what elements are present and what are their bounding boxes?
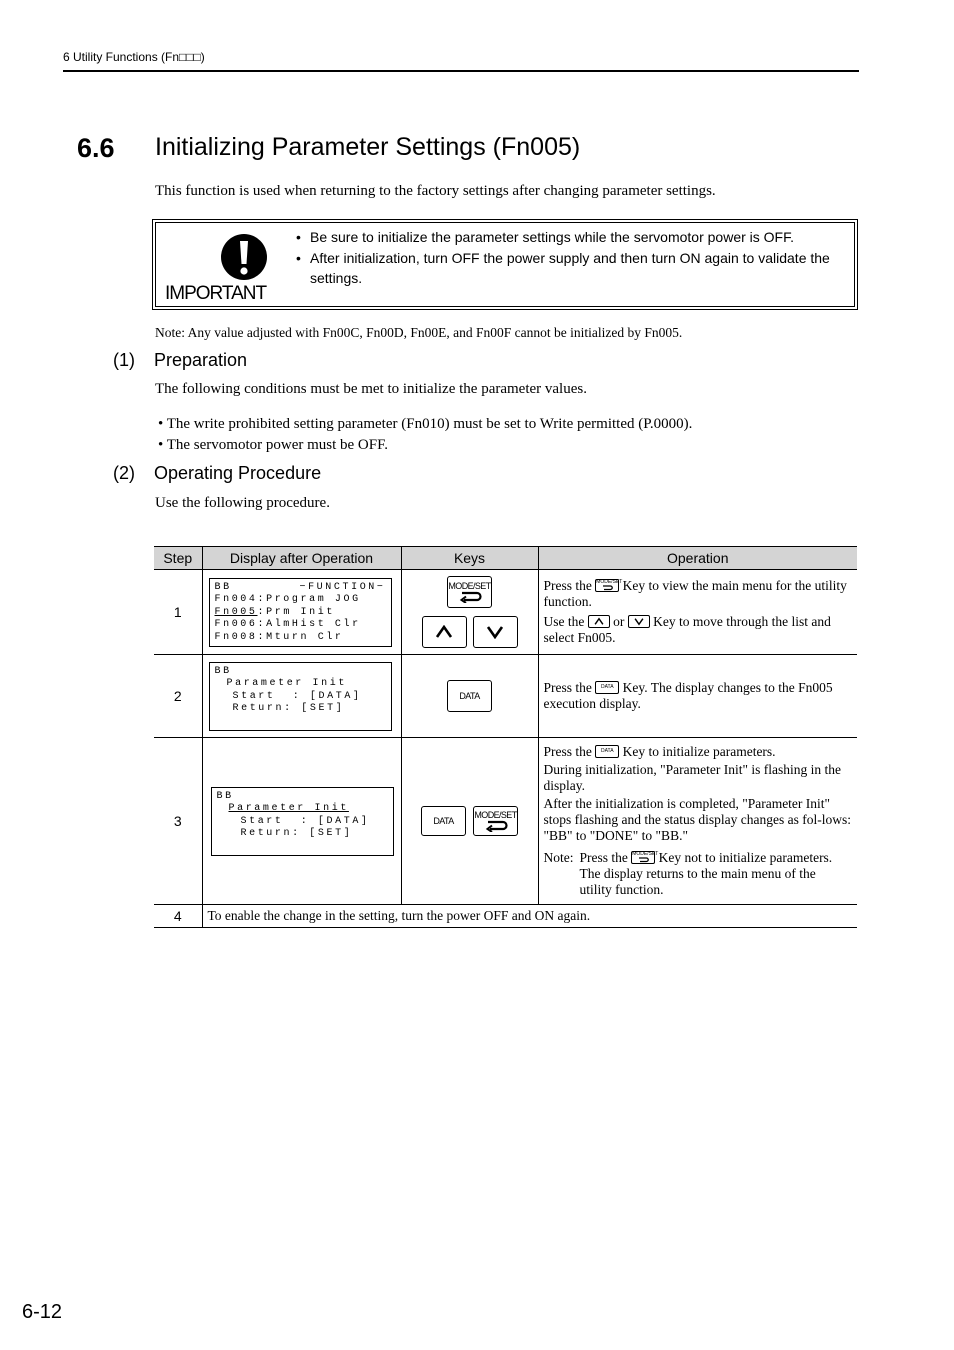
lcd-line: Fn004:Program JOG [214, 594, 361, 606]
chevron-down-icon [486, 625, 504, 639]
data-key-icon: DATA [595, 745, 619, 758]
data-key[interactable]: DATA [421, 806, 466, 836]
up-key-icon [588, 615, 610, 628]
important-bullet-text: Be sure to initialize the parameter settings while the servomotor power is OFF. [310, 229, 794, 245]
lcd-display [209, 662, 392, 731]
lcd-highlight: Fn005 [214, 606, 258, 618]
bullet-icon: • [296, 229, 301, 245]
bullet-icon: • [296, 250, 301, 266]
lcd-line: Fn008:Mturn Clr [214, 631, 344, 643]
section-title: Initializing Parameter Settings (Fn005) [155, 133, 581, 161]
mode-set-key[interactable]: MODE/SET [473, 806, 518, 836]
lcd-line: Fn006:AlmHist Clr [214, 619, 361, 631]
table-row [154, 738, 857, 905]
operation-text: Key. The display changes to the Fn005 execution display. [543, 680, 833, 711]
mode-set-key[interactable]: MODE/SET [447, 576, 492, 608]
lcd-line: Start : [DATA] [232, 690, 362, 702]
operation-text: Key to move through the list and select Fn005. [543, 614, 831, 645]
subsection-number: (2) [113, 463, 135, 483]
data-key-icon: DATA [595, 681, 619, 694]
lcd-display [211, 787, 394, 856]
lcd-line: BB [214, 581, 232, 593]
step-number: 4 [154, 905, 202, 928]
operation-text: After the initialization is completed, "Parameter Init" stops flashing and the status display changes as fol-lows: "BB" to "DONE" to "BB." [543, 796, 851, 843]
condition-item: • The write prohibited setting parameter (Fn010) must be set to Write permitted (P.0000). [158, 416, 693, 432]
lcd-line: Start : [DATA] [240, 815, 370, 827]
operation-text: Press the [543, 744, 592, 759]
up-key[interactable] [422, 616, 467, 648]
column-header-step: Step [154, 547, 202, 570]
table-row [154, 905, 857, 928]
operation-text: Key to view the main menu for the utility function. [543, 578, 847, 609]
note-paragraph: Note: Any value adjusted with Fn00C, Fn00D, Fn00E, and Fn00F cannot be initialized by Fn005. [155, 325, 683, 340]
column-header-keys: Keys [401, 547, 538, 570]
operation-text: or [613, 614, 625, 629]
operation-note: Note: Press the MODE/SET Key not to initialize parameters. The display returns to the main menu of the utility function. [543, 850, 833, 897]
step-number: 3 [154, 738, 202, 905]
step-number: 1 [154, 570, 202, 655]
header-rule [63, 70, 859, 72]
preparation-paragraph: The following conditions must be met to initialize the parameter values. [155, 381, 587, 397]
subsection-title: Preparation [154, 350, 248, 370]
table-row [154, 570, 857, 655]
important-bullet [296, 248, 851, 288]
return-arrow-icon [458, 591, 482, 603]
important-bullet [296, 227, 851, 247]
important-bullet-text: After initialization, turn OFF the power supply and then turn ON again to validate the settings. [310, 250, 830, 286]
mode-set-key-icon: MODE/SET [631, 851, 655, 864]
lcd-line: Return: [SET] [240, 828, 353, 840]
important-label: IMPORTANT [165, 283, 267, 304]
procedure-table [154, 546, 857, 928]
subsection-number: (1) [113, 350, 135, 370]
operation-text: Use the [543, 614, 585, 629]
column-header-display: Display after Operation [202, 547, 401, 570]
table-header-row [154, 547, 857, 570]
note-label: Note: [543, 850, 574, 865]
exclamation-icon [220, 233, 268, 281]
operation-text: Press the [543, 578, 592, 593]
lcd-line: Return: [SET] [232, 703, 345, 715]
mode-set-key-icon: MODE/SET [595, 579, 619, 592]
subsection-title: Operating Procedure [154, 463, 322, 483]
down-key-icon [628, 615, 650, 628]
section-number: 6.6 [77, 133, 115, 163]
operation-text: Key to initialize parameters. [622, 744, 776, 759]
procedure-paragraph: Use the following procedure. [155, 495, 330, 511]
page-number: 6-12 [22, 1301, 63, 1323]
operation-text: During initialization, "Parameter Init" is flashing in the display. [543, 762, 841, 793]
lcd-line: −FUNCTION− [299, 581, 386, 593]
table-row [154, 655, 857, 738]
lcd-highlight: Parameter Init [228, 803, 349, 815]
lcd-display [209, 578, 392, 647]
operation-text: To enable the change in the setting, turn the power OFF and ON again. [202, 905, 857, 928]
lcd-line: BB [214, 665, 232, 677]
operation-text: Press the [543, 680, 592, 695]
lcd-line: :Prm Init [257, 606, 335, 618]
data-key[interactable]: DATA [447, 680, 492, 712]
subsection-heading-procedure [113, 463, 321, 484]
condition-item: • The servomotor power must be OFF. [158, 437, 389, 453]
column-header-operation: Operation [538, 547, 857, 570]
chevron-up-icon [435, 625, 453, 639]
intro-paragraph: This function is used when returning to the factory settings after changing parameter settings. [155, 183, 716, 199]
step-number: 2 [154, 655, 202, 738]
important-box [152, 219, 858, 310]
lcd-line: Parameter Init [226, 678, 347, 690]
running-header: 6 Utility Functions (Fn□□□) [63, 50, 205, 64]
subsection-heading-preparation [113, 350, 247, 371]
down-key[interactable] [473, 616, 518, 648]
return-arrow-icon [484, 820, 508, 832]
lcd-line: BB [216, 790, 234, 802]
